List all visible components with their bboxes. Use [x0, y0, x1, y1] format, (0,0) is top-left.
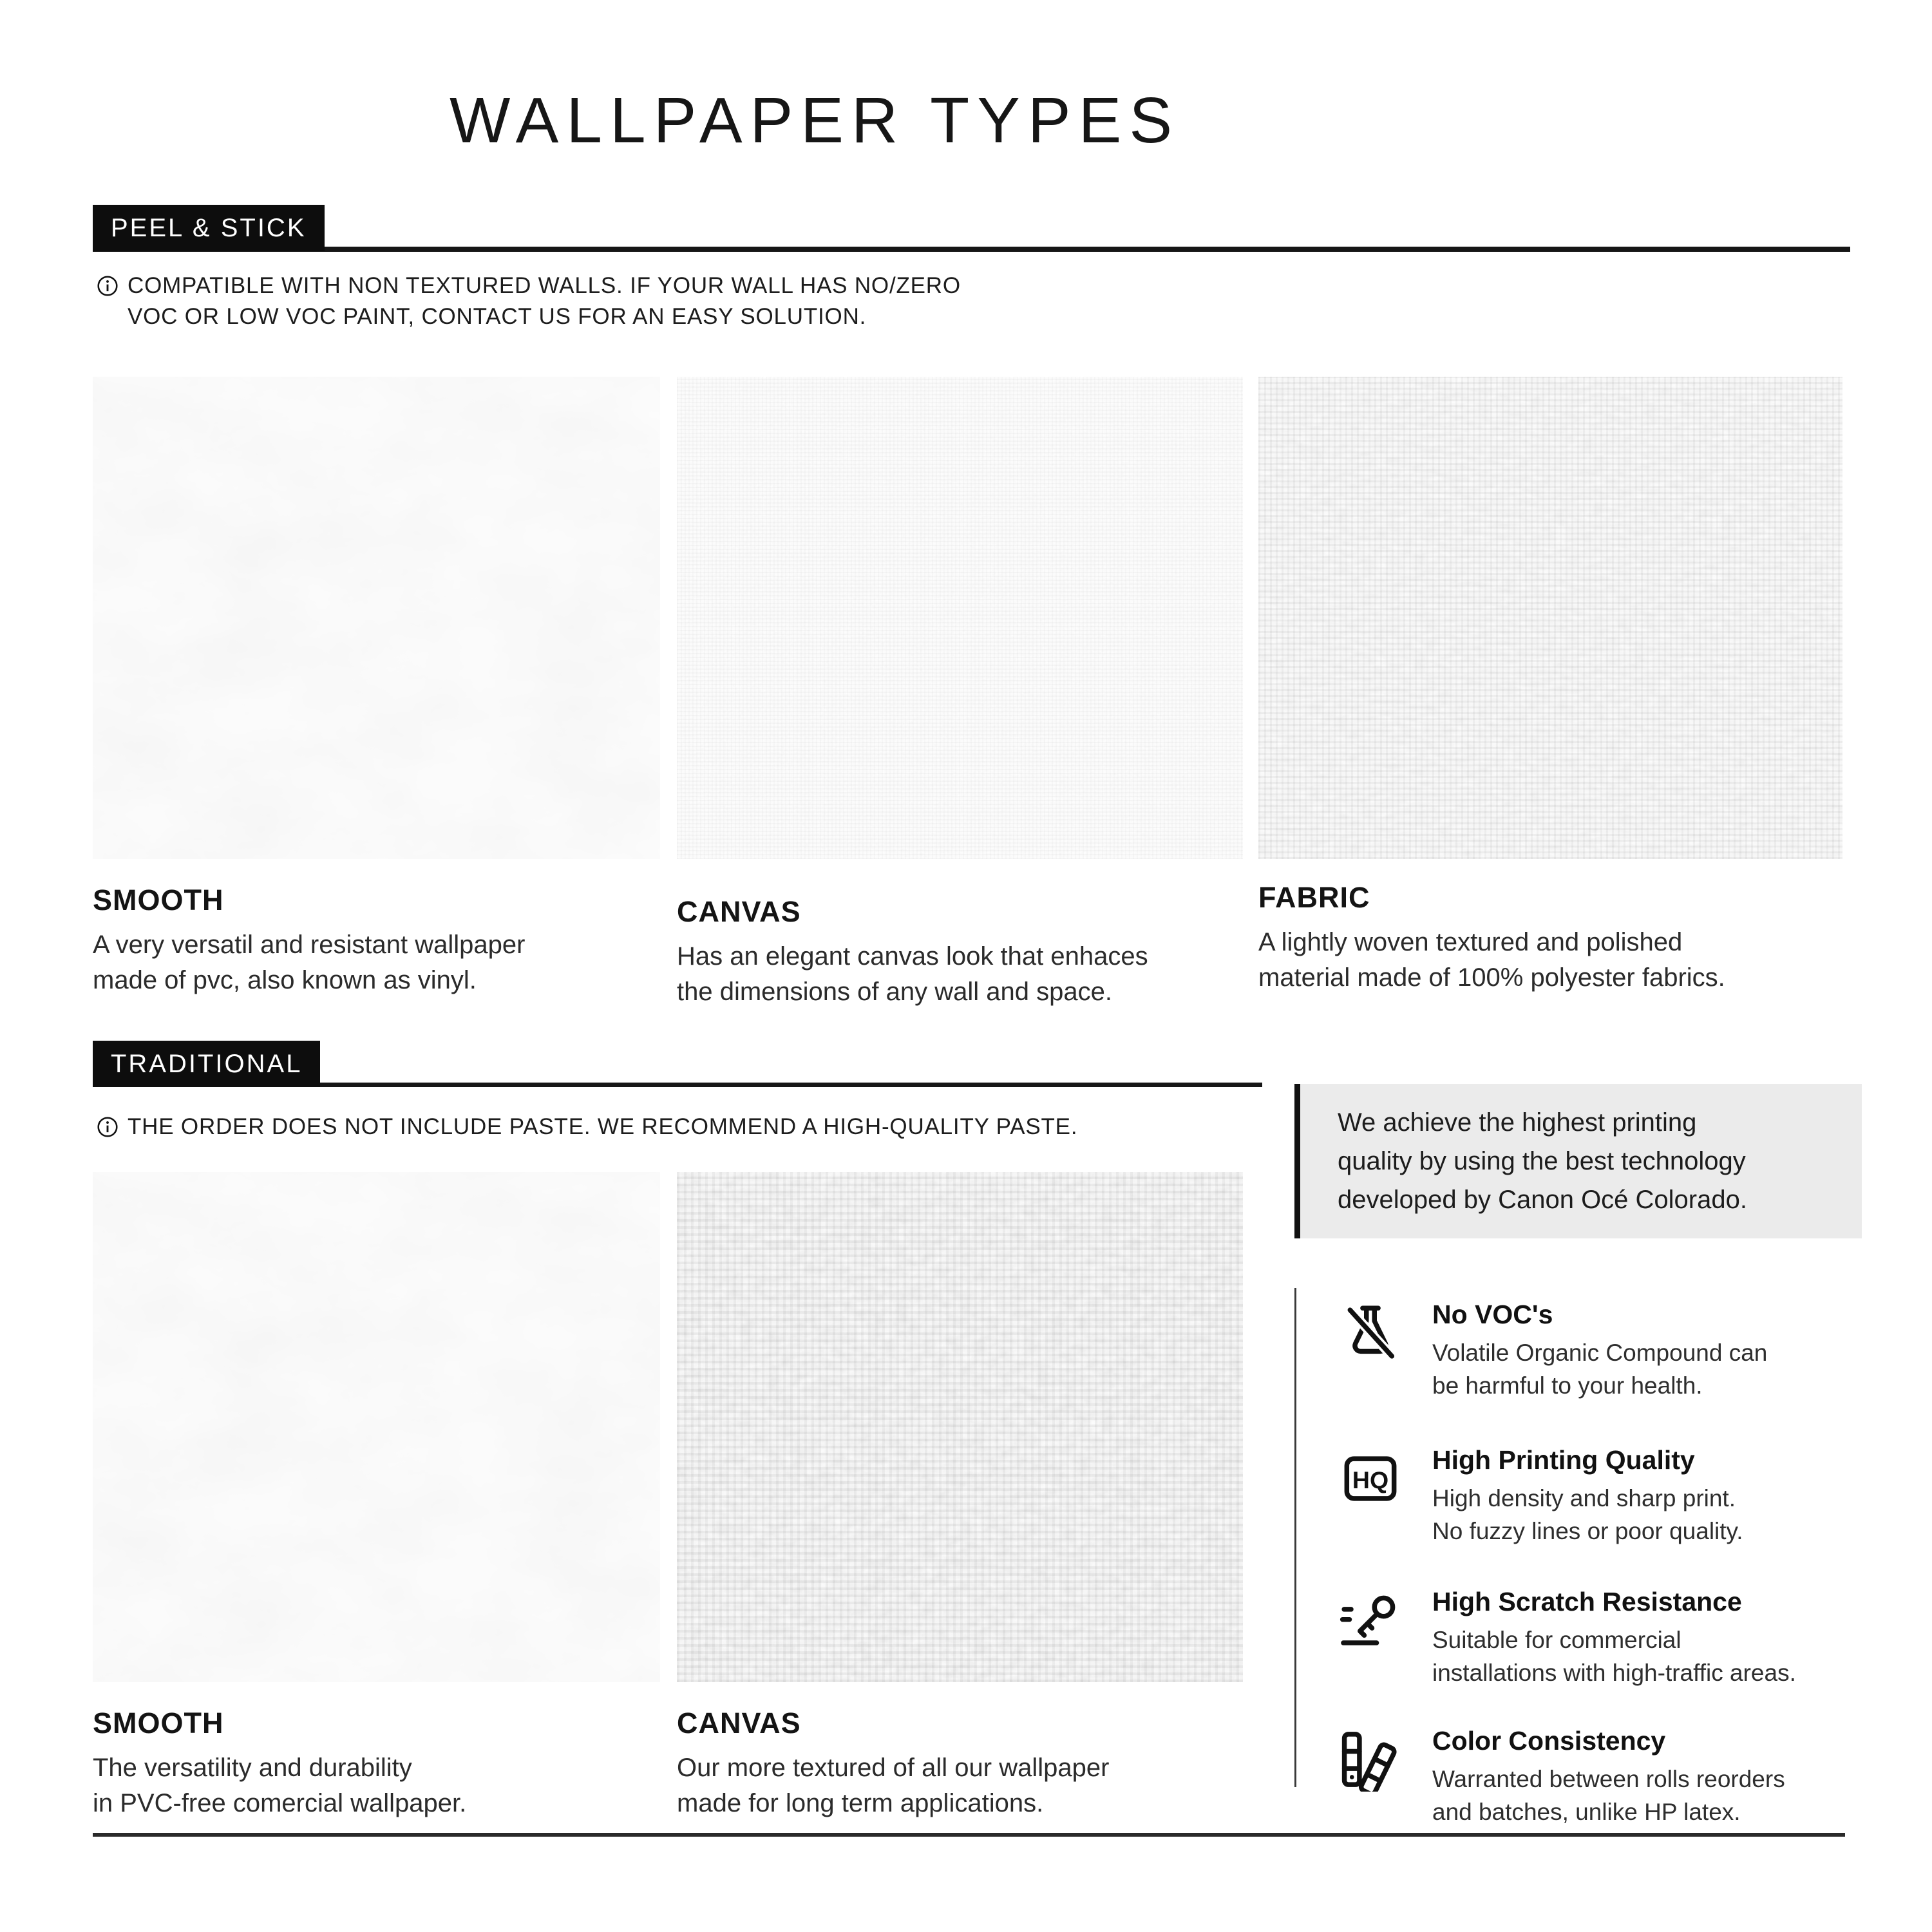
swatch-title: CANVAS: [677, 1707, 801, 1739]
desc-line: made of pvc, also known as vinyl.: [93, 966, 477, 994]
feature-no-voc: [1338, 1300, 1873, 1402]
feature-color-consistency: [1338, 1726, 1873, 1828]
woven-fabric-sample-image: [1258, 377, 1842, 859]
printing-quality-callout: [1294, 1084, 1862, 1238]
note-line: VOC OR LOW VOC PAINT, CONTACT US FOR AN EASY SOLUTION.: [128, 304, 867, 329]
features-vertical-rule: [1294, 1288, 1296, 1787]
desc-line: No fuzzy lines or poor quality.: [1432, 1518, 1743, 1544]
swatch-title: SMOOTH: [93, 1707, 224, 1739]
feature-title: Color Consistency: [1432, 1726, 1666, 1756]
desc-line: made for long term applications.: [677, 1789, 1044, 1817]
key-scratch-icon: [1338, 1588, 1403, 1653]
peel-stick-rule: [93, 247, 1850, 252]
swatch-caption: [93, 884, 660, 998]
desc-line: High density and sharp print.: [1432, 1485, 1736, 1511]
swatch-description: [677, 939, 1243, 1010]
desc-line: Volatile Organic Compound can: [1432, 1340, 1768, 1366]
page-title: WALLPAPER TYPES: [449, 84, 1180, 156]
section-label-traditional: TRADITIONAL: [93, 1041, 320, 1087]
section-label-peel-stick: PEEL & STICK: [93, 205, 325, 251]
smooth-vinyl-sample-image: [93, 377, 660, 859]
feature-title: High Scratch Resistance: [1432, 1587, 1742, 1616]
swatch-trad-canvas: [677, 1172, 1243, 1821]
feature-high-printing-quality: [1338, 1445, 1873, 1548]
info-icon: [97, 275, 118, 297]
info-icon: [97, 1116, 118, 1138]
desc-line: Suitable for commercial: [1432, 1627, 1681, 1653]
swatch-caption: [1258, 881, 1842, 996]
hq-badge-text: HQ: [1352, 1466, 1389, 1493]
feature-text: [1432, 1445, 1743, 1548]
swatch-trad-smooth: [93, 1172, 660, 1821]
swatch-peel-fabric: [1258, 377, 1842, 996]
feature-text: [1432, 1726, 1785, 1828]
feature-text: [1432, 1587, 1796, 1689]
desc-line: the dimensions of any wall and space.: [677, 978, 1112, 1006]
desc-line: The versatility and durability: [93, 1754, 412, 1782]
desc-line: A lightly woven textured and polished: [1258, 928, 1683, 956]
swatch-caption: [677, 1707, 1243, 1821]
peel-stick-note: [97, 270, 961, 332]
rough-canvas-sample-image: [677, 1172, 1243, 1682]
swatch-peel-smooth: [93, 377, 660, 998]
feature-description: [1432, 1482, 1743, 1548]
bottom-rule: [93, 1833, 1845, 1837]
desc-line: Warranted between rolls reorders: [1432, 1766, 1785, 1792]
hq-badge-icon: [1338, 1446, 1403, 1511]
quality-line: developed by Canon Océ Colorado.: [1338, 1186, 1747, 1214]
swatch-title: FABRIC: [1258, 881, 1370, 914]
swatch-description: [93, 927, 660, 998]
swatch-caption: [93, 1707, 660, 1821]
quality-line: quality by using the best technology: [1338, 1147, 1746, 1175]
desc-line: and batches, unlike HP latex.: [1432, 1799, 1741, 1825]
swatch-description: [1258, 925, 1842, 996]
feature-description: [1432, 1763, 1785, 1828]
feature-description: [1432, 1624, 1796, 1689]
note-line: COMPATIBLE WITH NON TEXTURED WALLS. IF YOUR WALL HAS NO/ZERO: [128, 273, 961, 298]
feature-description: [1432, 1336, 1767, 1402]
swatch-title: CANVAS: [677, 895, 801, 928]
desc-line: in PVC-free comercial wallpaper.: [93, 1789, 467, 1817]
note-line: THE ORDER DOES NOT INCLUDE PASTE. WE RECOMMEND A HIGH-QUALITY PASTE.: [128, 1114, 1078, 1139]
swatch-description: [677, 1750, 1243, 1821]
canvas-sample-image: [677, 377, 1243, 859]
traditional-note: [97, 1112, 1077, 1142]
desc-line: Our more textured of all our wallpaper: [677, 1754, 1110, 1782]
swatch-caption: [677, 895, 1243, 1010]
feature-scratch-resistance: [1338, 1587, 1873, 1689]
swatch-title: SMOOTH: [93, 884, 224, 916]
quality-line: We achieve the highest printing: [1338, 1108, 1697, 1137]
no-voc-flask-icon: [1338, 1301, 1403, 1365]
smooth-pvc-free-sample-image: [93, 1172, 660, 1682]
desc-line: installations with high-traffic areas.: [1432, 1660, 1796, 1686]
swatch-peel-canvas: [677, 377, 1243, 1010]
desc-line: A very versatil and resistant wallpaper: [93, 931, 526, 959]
swatch-description: [93, 1750, 660, 1821]
feature-title: No VOC's: [1432, 1300, 1553, 1329]
desc-line: material made of 100% polyester fabrics.: [1258, 963, 1725, 992]
desc-line: be harmful to your health.: [1432, 1372, 1703, 1399]
feature-text: [1432, 1300, 1767, 1402]
feature-title: High Printing Quality: [1432, 1445, 1695, 1475]
desc-line: Has an elegant canvas look that enhaces: [677, 942, 1148, 971]
color-swatch-fan-icon: [1338, 1727, 1403, 1792]
